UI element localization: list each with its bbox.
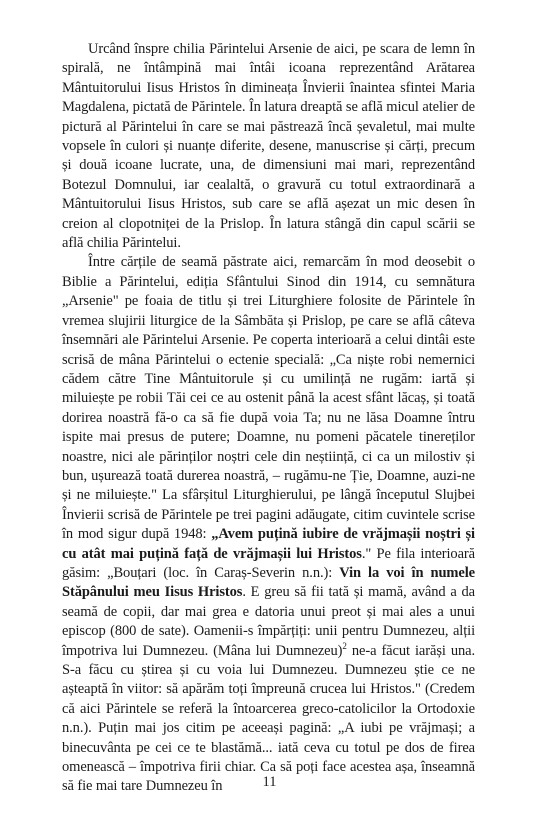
paragraph-2 [62, 253, 475, 796]
page-number: 11 [262, 774, 277, 790]
text-run: . E greu să fii tată și mamă, având a da seamă de copii, dar mai grea e datoria unui preot și mai ales a unui episcop (800 de sate). Oamenii-s împărțiți: unii pentru Dumnezeu, alții împotriva lui Dumnezeu. (Mâna lui Dumnezeu) [62, 584, 476, 659]
bold-quote: „Avem puțină iubire de vrăjmașii noștri și cu atât mai puțină față de vrăjmașii lui Hristos [62, 526, 475, 562]
text-run: ne-a făcut iarăși una. S-a făcu cu știrea și cu voia lui Dumnezeu. Dumnezeu știe ce ne așteaptă în viitor: să apărăm toți împreună crucea lui Hristos." (Credem că aici Părintele se referă la întoarcerea greco-catolicilor la Ortodoxie n.n.). Puțin mai jos citim pe aceeași pagină: „A iubi pe vrăjmași; a binecuvânta pe cei ce te blastămă... iată ceva cu totul pe dos de firea omenească – împotriva firii chiar. Ca să poți face acestea așa, înseamnă să fie mai tare Dumnezeu în [62, 642, 476, 795]
text-run: Între cărțile de seamă păstrate aici, remarcăm în mod deosebit o Biblie a Părintelui, ediția Sfântului Sinod din 1914, cu semnătura „Arsenie" pe foaia de titlu și trei Liturghiere folosite de Părintele în vremea slujirii liturgice de la Sâmbăta și Prislop, pe care se află câteva însemnări ale Părintelui Arsenie. Pe coperta interioară a celui dintâi este scrisă de mâna Părintelui o ectenie specială: „Ca niște robi nemernici cădem către Tine Mântuitorule și cu umilință ne rugăm: iartă și miluiește pe robii Tăi cei ce au ostenit până la acest sfânt lăcaș, și toată dorirea noastră fă-o ca să fie după voia Ta; nu ne lăsa Doamne întru ispite mai presus de putere; Doamne, nu pomeni păcatele tinereților noastre, nici ale părinților noștri cele din neștiință, ci ca un milostiv și bun, ușurează toată durerea noastră, – rugămu-ne Ție, Doamne, auzi-ne și ne miluiește." La sfârșitul Liturghierului, pe lângă începutul Slujbei Învierii scrisă de Părintele pe trei pagini adăugate, citim cuvintele scrise în mod sigur după 1948: [62, 254, 475, 543]
bold-quote: Vin la voi în numele Stăpânului meu Iisus Hristos [62, 564, 475, 601]
paragraph-1 [62, 40, 475, 253]
body-text [62, 40, 475, 797]
text-run: ." Pe fila interioară găsim: „Bouțari (loc. în Caraș-Severin n.n.): [62, 545, 475, 581]
text-run: Urcând înspre chilia Părintelui Arsenie de aici, pe scara de lemn în spirală, ne întâmpină mai întâi icoana reprezentând Arătarea Mântuitorului Iisus Hristos în dimineața Învierii înaintea sfintei Maria Magdalena, pictată de Părintele. În latura dreaptă se află micul atelier de pictură al Părintelui în care se mai păstrează încă șevaletul, mai multe vopsele în culori și nuanțe diferite, desene, manuscrise și cărți, precum și două icoane lucrate, una, de dimensiuni mai mari, reprezentând Botezul Domnului, iar cealaltă, o gravură cu totul extraordinară a Mântuitorului Iisus Hristos, sub care se află așezat un mic desen în creion al clopotniței de la Prislop. În latura stângă din capul scării se află chilia Părintelui. [62, 41, 475, 252]
footnote-marker[interactable]: 2 [342, 640, 347, 651]
